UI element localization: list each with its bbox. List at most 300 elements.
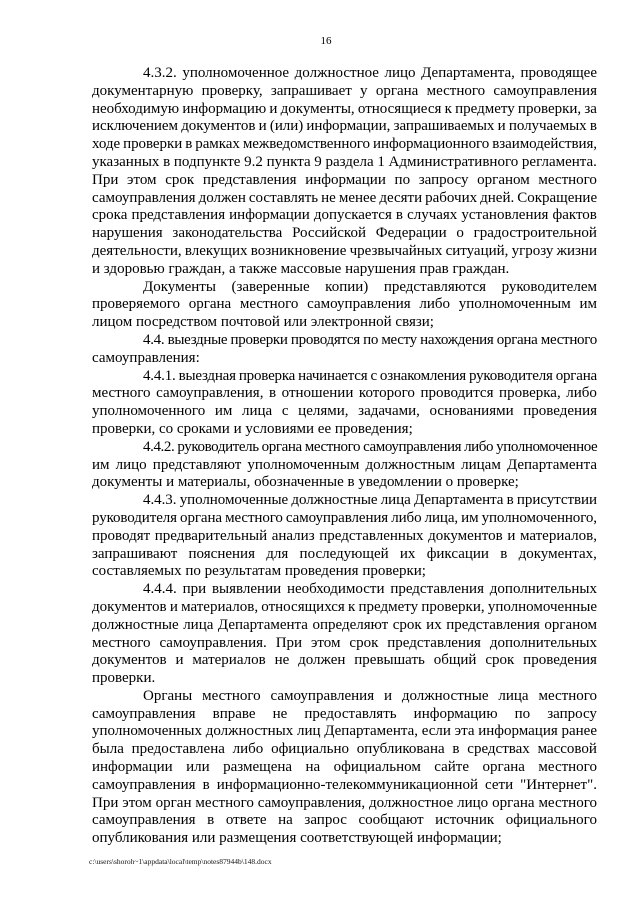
word: 4.4.2. [143,438,175,455]
word: документарную [92,82,194,99]
word: должностные [291,492,378,509]
text-line [92,652,597,670]
word: к [348,598,356,615]
word: проверки, [92,420,156,437]
word: проверки, [517,100,582,117]
word: проверки. [92,670,156,687]
word: уполномоченные [487,598,597,615]
word: органа [180,509,222,526]
word: условиями [245,420,315,437]
word: 4.4. [143,331,165,348]
word: допускается [313,207,392,224]
word: (или) [269,118,304,135]
word: самоуправления: [92,349,200,366]
word: в [452,741,460,758]
word: информации [305,171,386,188]
word: Документы [143,278,216,295]
word: не [321,189,336,206]
word: местного [538,759,597,776]
word: нахождения [420,331,494,348]
word: руководителя [468,367,553,384]
word: официального [505,812,597,829]
word: местного [239,296,299,313]
word: должностных [205,723,294,740]
word: электронной [310,314,392,331]
word: в [589,118,597,135]
text-line [92,279,597,297]
paragraph [92,688,597,848]
word: или [191,830,216,847]
word: этом [122,794,152,811]
word: сайте [434,759,470,776]
word: составлять [248,189,319,206]
word: проверка [238,367,296,384]
word: в [163,153,171,170]
word: массовые [280,260,342,277]
word: проведения [523,652,597,669]
word: Федерации [375,225,447,242]
paragraph [92,332,597,368]
document-body [92,65,597,848]
word: проверки [123,136,183,153]
word: Административного [388,153,519,170]
word: десяти [379,189,423,206]
text-line [92,243,597,261]
word: должностным [365,456,456,473]
word: получаемых [508,118,587,135]
word: документы [92,474,163,491]
word: при [182,581,207,598]
word: проверка, [499,385,561,402]
word: материалов, [181,598,259,615]
word: срок [485,652,515,669]
word: законодательства [172,225,283,242]
word: дополнительных [489,581,597,598]
word: отношении [281,385,354,402]
word: вправе [212,705,256,722]
word: запросу [418,171,469,188]
text-line [92,528,597,546]
word: проводящее [520,65,597,81]
word: предварительный [154,527,268,544]
word: органа [188,296,232,313]
word: При [92,171,119,188]
word: средствах [467,741,530,758]
text-line [92,350,597,368]
word: местного [426,82,486,99]
word: местного [195,794,254,811]
text-line [92,546,597,564]
word: ходе [92,136,121,153]
word: представления [387,634,481,651]
word: документов [92,652,167,669]
word: эта [454,723,475,740]
word: 9 [314,153,322,170]
word: информации [229,207,310,224]
word: и [233,420,242,437]
word: в [506,492,514,509]
word: 4.3.2. [143,65,177,81]
word: самоуправления, [257,794,366,811]
word: выявлении [211,581,282,598]
word: 4.4.1. [143,367,176,384]
word: подпункте [173,153,241,170]
word: с [281,403,289,420]
word: размещена [223,759,293,776]
word: по [514,705,531,722]
word: и [92,260,101,277]
word: "Интернет". [520,776,597,793]
word: запрос [304,812,347,829]
word: здоровью [103,260,165,277]
word: посредством [136,314,218,331]
word: либо [391,509,422,526]
word: уполномоченное [182,65,290,81]
text-line [92,83,597,101]
word: должностные [401,687,489,704]
word: соответствующей [300,830,414,847]
word: представления [446,616,540,633]
paragraph [92,368,597,439]
word: рамках [195,136,240,153]
word: самоуправления [363,438,462,455]
word: влекущих [184,242,248,259]
word: официальном [333,759,421,776]
word: местного [92,385,151,402]
word: не [274,652,290,669]
word: взаимодействия, [492,136,598,153]
word: о [445,474,454,491]
word: о [456,225,464,242]
word: самоуправления [270,687,375,704]
text-line [92,599,597,617]
word: в [500,545,508,562]
paragraph [92,492,597,581]
text-line [92,457,597,475]
word: ее [317,420,332,437]
word: документах, [518,545,597,562]
word: лицо [115,456,147,473]
word: дополнительных [489,634,597,651]
word: рабочих [425,189,478,206]
word: лица [242,403,273,420]
word: нарушения [92,225,163,242]
word: пункта [266,153,311,170]
word: предмету [455,100,515,117]
word: нарушения [345,260,416,277]
word: им [214,403,233,420]
word: информации, [306,118,391,135]
text-line [92,795,597,813]
text-line [92,563,597,581]
text-line [92,812,597,830]
word: месту [381,331,417,348]
word: сроками [176,420,230,437]
word: 1 [377,153,385,170]
text-line [92,474,597,492]
word: и [383,687,392,704]
word: самоуправления [493,82,597,99]
word: опубликования [92,830,189,847]
word: была [92,741,124,758]
word: межведомственного [242,136,370,153]
word: либо [232,741,264,758]
word: лица [183,616,214,633]
word: срок [349,634,379,651]
word: должностные [92,616,179,633]
word: Российской [292,225,366,242]
word: лица, [424,509,459,526]
word: и [258,118,267,135]
text-line [92,368,597,386]
word: руководителя [92,509,177,526]
word: граждан. [452,260,510,277]
word: угрозу [511,242,554,259]
text-line [92,314,597,332]
word: опубликована [356,741,445,758]
word: местного [202,687,261,704]
word: составляемых [92,563,182,580]
word: представляются [383,278,487,295]
word: или [283,314,308,331]
word: необходимую [92,100,180,117]
word: органа [375,82,419,99]
word: сообщают [358,812,424,829]
word: возникновение [250,242,347,259]
word: также [239,260,277,277]
word: уполномоченного, [481,509,597,526]
word: самоуправления [92,812,196,829]
word: местного [304,438,361,455]
word: в [395,207,404,224]
word: официально [271,741,350,758]
word: в [269,385,277,402]
word: со [159,420,174,437]
word: ситуаций, [445,242,509,259]
word: случаях [407,207,458,224]
text-line [92,723,597,741]
word: материалов, [519,527,597,544]
word: проверку, [201,82,263,99]
text-line [92,421,597,439]
word: и [497,118,506,135]
word: и [166,474,175,491]
text-line [92,225,597,243]
word: срока [92,207,128,224]
word: уполномоченного [92,403,206,420]
word: 4.4.4. [143,581,177,598]
word: им [579,296,597,313]
word: к [444,100,452,117]
paragraph [92,65,597,279]
word: предмету [358,598,419,615]
word: относящиеся [357,100,442,117]
word: Органы [143,687,193,704]
word: лицо [384,65,416,81]
text-line [92,635,597,653]
word: представленных [319,527,424,544]
word: и [269,100,278,117]
word: либо [419,296,451,313]
word: последующей [299,545,389,562]
word: Сокращение [517,189,598,206]
word: целями, [298,403,349,420]
word: дней. [480,189,515,206]
word: уведомлении [358,474,442,491]
word: проведения [523,403,597,420]
word: в [185,136,193,153]
text-line [92,154,597,172]
word: проверяемого [92,296,181,313]
word: проверке; [456,474,519,491]
word: не [272,705,288,722]
word: представляют [152,456,242,473]
word: самоуправления [92,705,196,722]
word: и [175,652,184,669]
text-line [92,670,597,688]
word: массовой [537,741,597,758]
word: с [370,367,377,384]
word: информации [92,759,173,776]
word: по [363,331,379,348]
word: установления [461,207,549,224]
word: за [584,100,597,117]
word: уполномоченных [92,723,202,740]
word: лицом [92,314,133,331]
word: проверки; [362,563,426,580]
word: для [266,545,289,562]
word: регламента. [521,153,597,170]
text-line [92,65,597,83]
word: проверки, [421,598,485,615]
word: органа [482,759,525,776]
word: этом [310,634,341,651]
word: сети [485,776,514,793]
text-line [92,385,597,403]
word: указанных [92,153,160,170]
word: проводится [420,385,494,402]
word: общий [433,652,477,669]
word: Департамента [413,492,504,509]
word: по [394,171,411,188]
word: самоуправления. [159,634,267,651]
word: которого [358,385,415,402]
word: руководителем [501,278,597,295]
word: представления [390,581,484,598]
text-line [92,741,597,759]
text-line [92,581,597,599]
word: срок [392,616,422,633]
word: местного [538,794,597,811]
text-line [92,830,597,848]
text-line [92,332,597,350]
word: фактов [552,207,597,224]
word: органа [492,794,535,811]
word: на [278,812,293,829]
word: необходимости [286,581,385,598]
word: документов [428,527,503,544]
word: должностное [294,65,379,81]
word: уполномоченным [247,456,360,473]
word: органа [555,367,597,384]
word: должен [198,189,246,206]
word: или [186,759,210,776]
word: лицам [461,456,501,473]
word: определяют [312,616,389,633]
word: этом [127,171,157,188]
text-line [92,706,597,724]
word: представления [131,207,226,224]
paragraph [92,279,597,332]
word: обозначенные [254,474,344,491]
word: результатам [204,563,282,580]
word: фиксации [426,545,489,562]
word: должен [298,652,346,669]
word: прав [419,260,449,277]
word: информационно-телекоммуникационной [216,776,478,793]
word: чрезвычайных [349,242,443,259]
word: начинается [298,367,368,384]
word: ранее [561,723,597,740]
text-line [92,261,597,279]
word: ответе [225,812,267,829]
word: выездная [178,367,236,384]
word: материалов [192,652,266,669]
text-line [92,207,597,225]
word: проводятся [290,331,360,348]
word: копии) [325,278,369,295]
page-number: 16 [320,35,332,47]
word: Департамента, [421,65,515,81]
word: проверки [230,331,288,348]
word: При [92,794,119,811]
word: самоуправления [307,296,411,313]
word: запрашивает [270,82,352,99]
word: деятельности, [92,242,182,259]
word: градостроительной [473,225,597,242]
word: органом [544,616,597,633]
word: органом [477,171,530,188]
word: самоуправления, [156,385,264,402]
word: 4.4.3. [143,492,177,509]
word: их [426,616,442,633]
word: лицо [457,794,489,811]
text-line [92,172,597,190]
word: Департамента [506,456,597,473]
word: их [399,545,416,562]
word: и [507,527,516,544]
word: информацию [182,100,267,117]
word: исключением [92,118,178,135]
word: проведения [284,563,359,580]
word: орган [155,794,192,811]
word: а [228,260,236,277]
text-line [92,296,597,314]
word: местного [538,171,597,188]
word: основаниями [429,403,514,420]
word: менее [338,189,377,206]
word: либо [566,385,597,402]
word: запрашивают [92,545,178,562]
word: либо [464,438,494,455]
text-line [92,403,597,421]
word: лица [498,687,529,704]
word: проводят [92,527,151,544]
text-line [92,510,597,528]
word: присутствии [516,492,597,509]
word: информация [478,723,558,740]
word: Департамента, [324,723,418,740]
